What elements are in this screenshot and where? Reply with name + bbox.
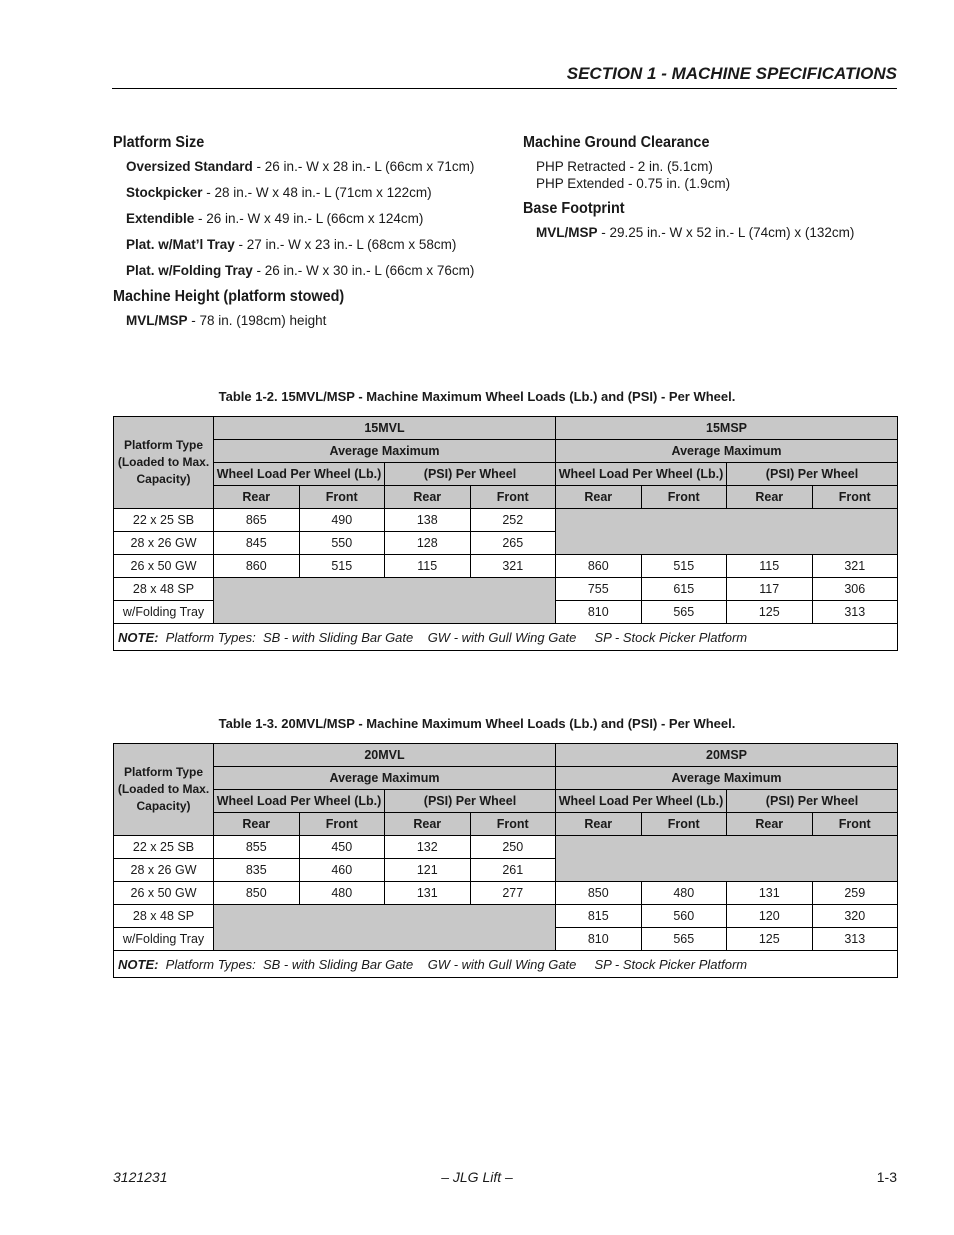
psi-header: (PSI) Per Wheel xyxy=(727,463,898,486)
wheel-load-header: Wheel Load Per Wheel (Lb.) xyxy=(556,790,727,813)
spec-item: Plat. w/Mat’l Tray - 27 in.- W x 23 in.- L (68cm x 58cm) xyxy=(126,237,457,252)
spec-item: Extendible - 26 in.- W x 49 in.- L (66cm x 124cm) xyxy=(126,211,424,226)
model-header: 20MVL xyxy=(214,744,556,767)
value-cell: 490 xyxy=(299,509,385,532)
not-applicable-cell xyxy=(556,836,898,882)
value-cell: 261 xyxy=(470,859,556,882)
value-cell: 277 xyxy=(470,882,556,905)
model-header: 15MSP xyxy=(556,417,898,440)
value-cell: 306 xyxy=(812,578,898,601)
avg-max-header: Average Maximum xyxy=(214,767,556,790)
value-cell: 860 xyxy=(214,555,300,578)
front-header: Front xyxy=(641,486,727,509)
avg-max-header: Average Maximum xyxy=(556,767,898,790)
platform-type-header: Platform Type (Loaded to Max. Capacity) xyxy=(114,744,214,836)
wheel-load-table-20 xyxy=(113,743,898,978)
value-cell: 321 xyxy=(470,555,556,578)
base-footprint-spec: MVL/MSP - 29.25 in.- W x 52 in.- L (74cm) x (132cm) xyxy=(536,225,855,240)
value-cell: 450 xyxy=(299,836,385,859)
psi-header: (PSI) Per Wheel xyxy=(727,790,898,813)
value-cell: 131 xyxy=(385,882,471,905)
rear-header: Rear xyxy=(556,813,642,836)
value-cell: 460 xyxy=(299,859,385,882)
wheel-load-header: Wheel Load Per Wheel (Lb.) xyxy=(556,463,727,486)
rear-header: Rear xyxy=(214,486,300,509)
value-cell: 138 xyxy=(385,509,471,532)
rear-header: Rear xyxy=(214,813,300,836)
machine-height-heading: Machine Height (platform stowed) xyxy=(113,288,345,305)
right-spec-column xyxy=(523,134,903,250)
platform-type-cell: 28 x 48 SP xyxy=(114,578,214,601)
platform-type-header: Platform Type (Loaded to Max. Capacity) xyxy=(114,417,214,509)
platform-type-cell: w/Folding Tray xyxy=(114,601,214,624)
value-cell: 560 xyxy=(641,905,727,928)
value-cell: 480 xyxy=(641,882,727,905)
value-cell: 850 xyxy=(214,882,300,905)
table-row xyxy=(114,905,898,928)
platform-type-cell: 26 x 50 GW xyxy=(114,882,214,905)
table-row xyxy=(114,836,898,859)
avg-max-header: Average Maximum xyxy=(556,440,898,463)
value-cell: 810 xyxy=(556,928,642,951)
value-cell: 120 xyxy=(727,905,813,928)
value-cell: 855 xyxy=(214,836,300,859)
table-row xyxy=(114,555,898,578)
table-row xyxy=(114,509,898,532)
value-cell: 845 xyxy=(214,532,300,555)
value-cell: 313 xyxy=(812,928,898,951)
platform-type-cell: 28 x 48 SP xyxy=(114,905,214,928)
front-header: Front xyxy=(470,813,556,836)
value-cell: 515 xyxy=(299,555,385,578)
base-footprint-heading: Base Footprint xyxy=(523,200,625,217)
section-title: SECTION 1 - MACHINE SPECIFICATIONS xyxy=(566,64,897,83)
table-2-caption: Table 1-3. 20MVL/MSP - Machine Maximum Wheel Loads (Lb.) and (PSI) - Per Wheel. xyxy=(218,716,736,731)
front-header: Front xyxy=(641,813,727,836)
value-cell: 835 xyxy=(214,859,300,882)
psi-header: (PSI) Per Wheel xyxy=(385,790,556,813)
platform-type-cell: 28 x 26 GW xyxy=(114,859,214,882)
not-applicable-cell xyxy=(556,509,898,555)
value-cell: 131 xyxy=(727,882,813,905)
left-spec-column xyxy=(113,134,513,338)
rear-header: Rear xyxy=(727,486,813,509)
rear-header: Rear xyxy=(385,813,471,836)
value-cell: 121 xyxy=(385,859,471,882)
value-cell: 128 xyxy=(385,532,471,555)
front-header: Front xyxy=(812,813,898,836)
doc-number: 3121231 xyxy=(113,1169,168,1185)
table-row xyxy=(114,882,898,905)
header-rule xyxy=(112,88,897,89)
model-header: 20MSP xyxy=(556,744,898,767)
front-header: Front xyxy=(299,486,385,509)
table-1-caption: Table 1-2. 15MVL/MSP - Machine Maximum Wheel Loads (Lb.) and (PSI) - Per Wheel. xyxy=(218,389,736,404)
value-cell: 810 xyxy=(556,601,642,624)
model-header: 15MVL xyxy=(214,417,556,440)
value-cell: 250 xyxy=(470,836,556,859)
value-cell: 313 xyxy=(812,601,898,624)
value-cell: 550 xyxy=(299,532,385,555)
rear-header: Rear xyxy=(385,486,471,509)
value-cell: 320 xyxy=(812,905,898,928)
psi-header: (PSI) Per Wheel xyxy=(385,463,556,486)
wheel-load-table-15 xyxy=(113,416,898,651)
wheel-load-header: Wheel Load Per Wheel (Lb.) xyxy=(214,790,385,813)
spec-item: Plat. w/Folding Tray - 26 in.- W x 30 in.- L (66cm x 76cm) xyxy=(126,263,475,278)
machine-height-spec: MVL/MSP - 78 in. (198cm) height xyxy=(126,313,327,328)
table-row xyxy=(114,578,898,601)
value-cell: 615 xyxy=(641,578,727,601)
value-cell: 132 xyxy=(385,836,471,859)
value-cell: 117 xyxy=(727,578,813,601)
front-header: Front xyxy=(470,486,556,509)
value-cell: 321 xyxy=(812,555,898,578)
platform-type-cell: 22 x 25 SB xyxy=(114,509,214,532)
platform-type-cell: w/Folding Tray xyxy=(114,928,214,951)
ground-clearance-line: PHP Retracted - 2 in. (5.1cm) xyxy=(536,159,713,174)
value-cell: 125 xyxy=(727,928,813,951)
platform-type-cell: 26 x 50 GW xyxy=(114,555,214,578)
value-cell: 115 xyxy=(385,555,471,578)
value-cell: 125 xyxy=(727,601,813,624)
not-applicable-cell xyxy=(214,578,556,624)
platform-size-heading: Platform Size xyxy=(113,134,205,151)
front-header: Front xyxy=(299,813,385,836)
value-cell: 115 xyxy=(727,555,813,578)
spec-item: Oversized Standard - 26 in.- W x 28 in.- L (66cm x 71cm) xyxy=(126,159,475,174)
value-cell: 265 xyxy=(470,532,556,555)
wheel-load-header: Wheel Load Per Wheel (Lb.) xyxy=(214,463,385,486)
value-cell: 565 xyxy=(641,928,727,951)
table-note: NOTE: Platform Types: SB - with Sliding Bar Gate GW - with Gull Wing Gate SP - Stock Picker Platform xyxy=(114,624,898,651)
platform-type-cell: 28 x 26 GW xyxy=(114,532,214,555)
table-note: NOTE: Platform Types: SB - with Sliding Bar Gate GW - with Gull Wing Gate SP - Stock Picker Platform xyxy=(114,951,898,978)
value-cell: 565 xyxy=(641,601,727,624)
ground-clearance-line: PHP Extended - 0.75 in. (1.9cm) xyxy=(536,176,731,191)
platform-type-cell: 22 x 25 SB xyxy=(114,836,214,859)
rear-header: Rear xyxy=(727,813,813,836)
rear-header: Rear xyxy=(556,486,642,509)
avg-max-header: Average Maximum xyxy=(214,440,556,463)
value-cell: 860 xyxy=(556,555,642,578)
value-cell: 865 xyxy=(214,509,300,532)
front-header: Front xyxy=(812,486,898,509)
not-applicable-cell xyxy=(214,905,556,951)
page-number: 1-3 xyxy=(876,1169,897,1185)
value-cell: 259 xyxy=(812,882,898,905)
value-cell: 252 xyxy=(470,509,556,532)
spec-item: Stockpicker - 28 in.- W x 48 in.- L (71cm x 122cm) xyxy=(126,185,432,200)
value-cell: 850 xyxy=(556,882,642,905)
value-cell: 480 xyxy=(299,882,385,905)
value-cell: 755 xyxy=(556,578,642,601)
value-cell: 515 xyxy=(641,555,727,578)
value-cell: 815 xyxy=(556,905,642,928)
ground-clearance-heading: Machine Ground Clearance xyxy=(523,134,710,151)
brand-footer: – JLG Lift – xyxy=(441,1169,513,1185)
